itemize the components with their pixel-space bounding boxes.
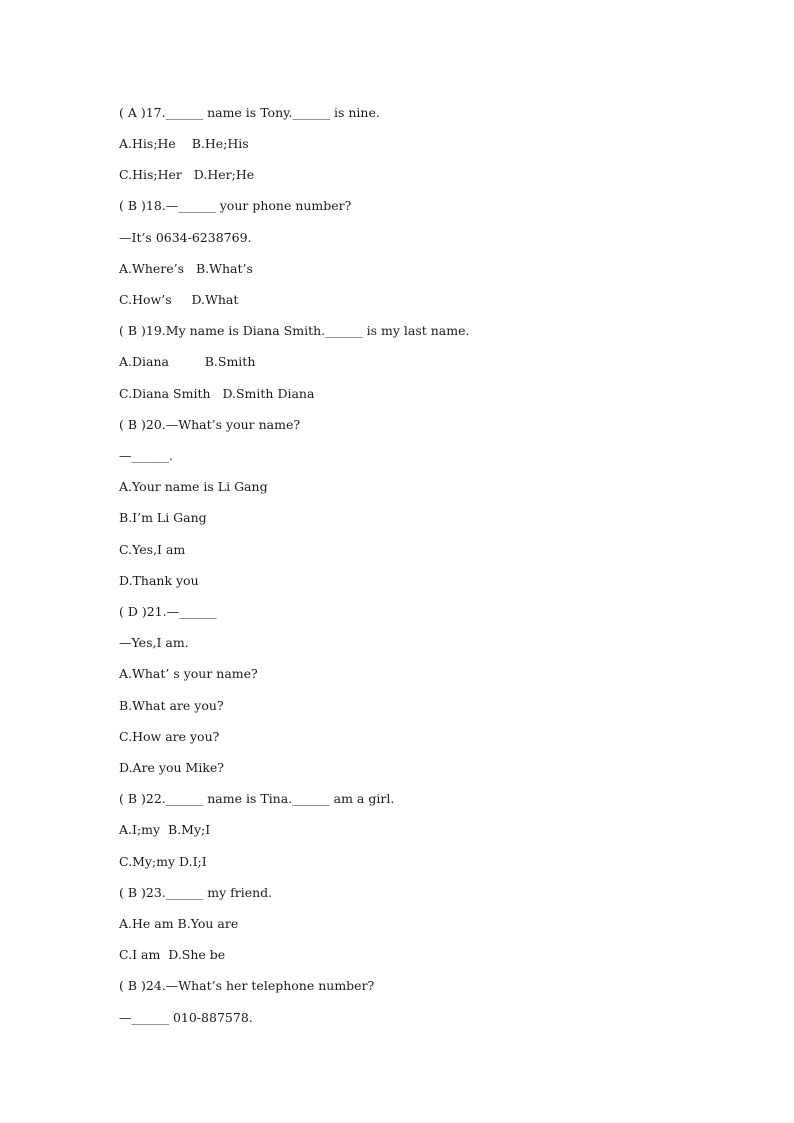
question-23: ( B )23.______ my friend. <box>119 885 273 900</box>
question-18-options-cd: C.How’s D.What <box>119 292 239 307</box>
question-21: ( D )21.—______ <box>119 604 217 619</box>
question-19-options-cd: C.Diana Smith D.Smith Diana <box>119 386 315 401</box>
question-20-option-d: D.Thank you <box>119 573 199 588</box>
question-22-options-cd: C.My;my D.I;I <box>119 854 207 869</box>
question-21-option-a: A.What’ s your name? <box>119 666 258 681</box>
question-19-options-ab: A.Diana B.Smith <box>119 354 256 369</box>
question-18-options-ab: A.Where’s B.What’s <box>119 261 253 276</box>
question-19: ( B )19.My name is Diana Smith.______ is my last name. <box>119 323 470 338</box>
question-21-answer-line: —Yes,I am. <box>119 635 189 650</box>
question-24-answer-line: —______ 010-887578. <box>119 1010 253 1025</box>
question-17-options-ab: A.His;He B.He;His <box>119 136 249 151</box>
question-22: ( B )22.______ name is Tina.______ am a girl. <box>119 791 395 806</box>
question-17-options-cd: C.His;Her D.Her;He <box>119 167 255 182</box>
question-23-options-ab: A.He am B.You are <box>119 916 239 931</box>
question-20-option-c: C.Yes,I am <box>119 542 186 557</box>
question-21-option-d: D.Are you Mike? <box>119 760 225 775</box>
question-22-options-ab: A.I;my B.My;I <box>119 822 211 837</box>
question-17: ( A )17.______ name is Tony.______ is nine. <box>119 105 380 120</box>
question-24: ( B )24.—What’s her telephone number? <box>119 978 375 993</box>
question-20-option-b: B.I’m Li Gang <box>119 510 207 525</box>
question-20: ( B )20.—What’s your name? <box>119 417 301 432</box>
question-23-options-cd: C.I am D.She be <box>119 947 226 962</box>
question-21-option-b: B.What are you? <box>119 698 224 713</box>
question-21-option-c: C.How are you? <box>119 729 220 744</box>
question-18-answer-line: —It’s 0634-6238769. <box>119 230 252 245</box>
question-20-answer-line: —______. <box>119 448 173 463</box>
question-20-option-a: A.Your name is Li Gang <box>119 479 268 494</box>
question-18: ( B )18.—______ your phone number? <box>119 198 352 213</box>
